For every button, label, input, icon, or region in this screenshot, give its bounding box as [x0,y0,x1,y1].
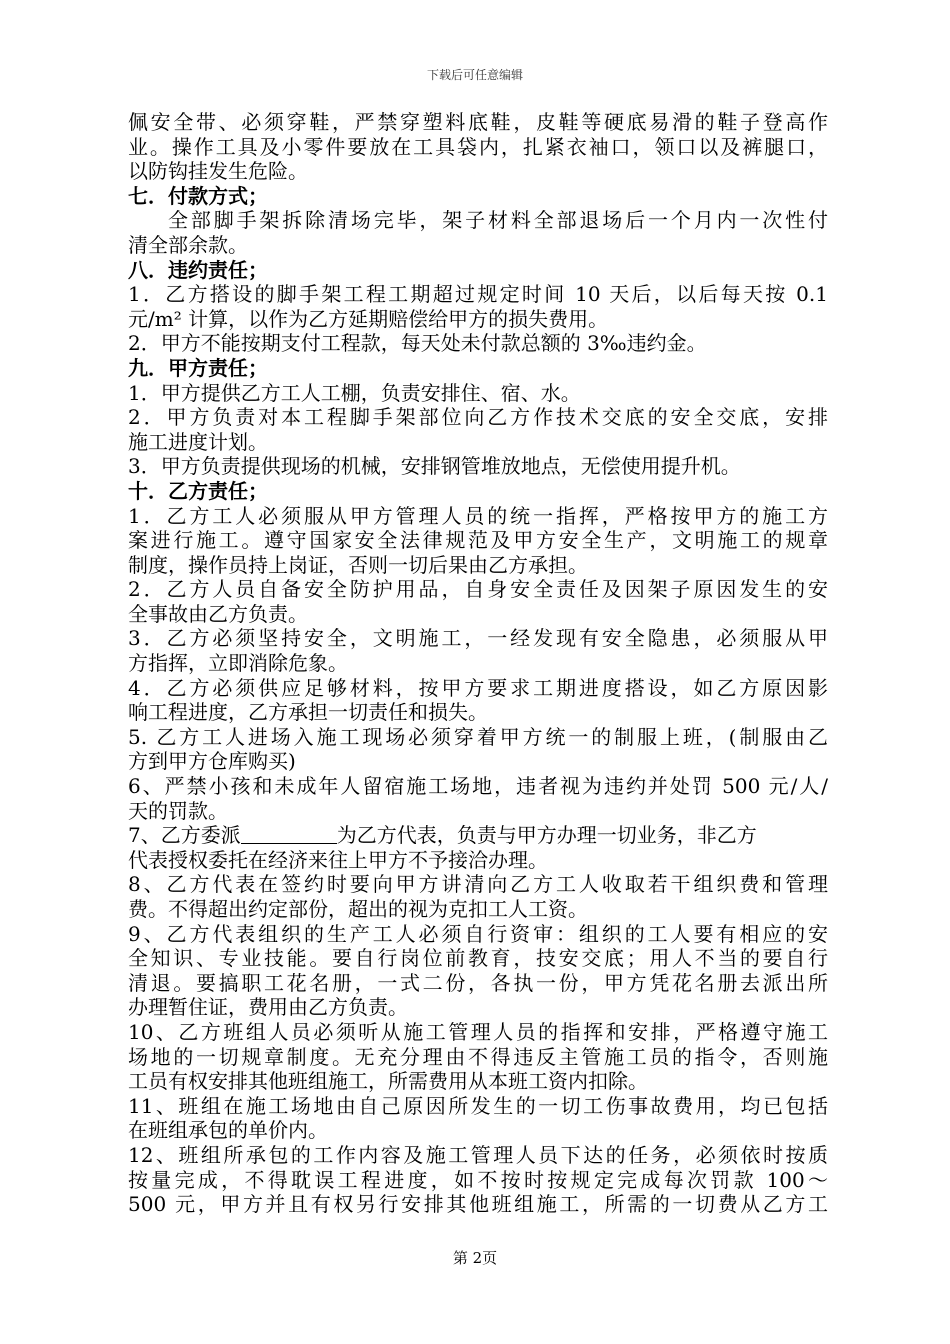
text-line: 10、乙方班组人员必须听从施工管理人员的指挥和安排，严格遵守施工 [128,1019,828,1044]
text-line: 全部脚手架拆除清场完毕，架子材料全部退场后一个月内一次性付 [168,208,828,233]
text-line: 办理暂住证，费用由乙方负责。 [128,995,408,1020]
text-line: 3．乙方必须坚持安全，文明施工，一经发现有安全隐患，必须服从甲 [128,626,828,651]
page-number: 第 2页 [452,1249,498,1267]
text-line: 9、乙方代表组织的生产工人必须自行资审：组织的工人要有相应的安 [128,921,828,946]
text-line: 2．甲方负责对本工程脚手架部位向乙方作技术交底的安全交底，安排 [128,405,828,430]
text-line: 施工进度计划。 [128,429,268,454]
fill-in-blank [241,825,337,844]
text-line: 制度，操作员持上岗证，否则一切后果由乙方承担。 [128,552,588,577]
text-line: 全事故由乙方负责。 [128,601,308,626]
text-line: 方指挥，立即消除危象。 [128,651,348,676]
text-line: 1．甲方提供乙方工人工棚，负责安排住、宿、水。 [128,380,581,405]
text-line: 天的罚款。 [128,798,228,823]
text-line: 4．乙方必须供应足够材料，按甲方要求工期进度搭设，如乙方原因影 [128,675,828,700]
text-line: 元/m² 计算，以作为乙方延期赔偿给甲方的损失费用。 [128,306,609,331]
text-line: 场地的一切规章制度。无充分理由不得违反主管施工员的指令，否则施 [128,1044,828,1069]
text-line: 业。操作工具及小零件要放在工具袋内，扎紧衣袖口，领口以及裤腿口， [128,134,828,159]
text-line: 佩安全带、必须穿鞋，严禁穿塑料底鞋，皮鞋等硬底易滑的鞋子登高作 [128,110,828,134]
text-line: 方到甲方仓库购买) [128,749,296,774]
text-segment: 为乙方代表，负责与甲方办理一切业务，非乙方 [336,823,757,848]
text-line: 1．乙方搭设的脚手架工程工期超过规定时间 10 天后，以后每天按 0.1 [128,282,828,307]
text-line: 2．乙方人员自备安全防护用品，自身安全责任及因架子原因发生的安 [128,577,828,602]
text-line: 响工程进度，乙方承担一切责任和损失。 [128,700,488,725]
text-line: 3．甲方负责提供现场的机械，安排钢管堆放地点，无偿使用提升机。 [128,454,741,479]
section-heading: 七．付款方式； [128,183,268,208]
text-line: 8、乙方代表在签约时要向甲方讲清向乙方工人收取若干组织费和管理 [128,872,828,897]
text-segment: 7、乙方委派 [128,823,241,848]
text-line: 清全部余款。 [128,232,248,257]
page-header: 下载后可任意编辑 [426,68,523,82]
section-heading: 八．违约责任； [128,257,268,282]
text-line: 代表授权委托在经济来往上甲方不予接洽办理。 [128,847,548,872]
text-line: 工员有权安排其他班组施工，所需费用从本班工资内扣除。 [128,1069,648,1094]
text-line: 清退。要搞职工花名册，一式二份，各执一份，甲方凭花名册去派出所 [128,970,828,995]
text-line: 1．乙方工人必须服从甲方管理人员的统一指挥，严格按甲方的施工方 [128,503,828,528]
text-line: 费。不得超出约定部份，超出的视为克扣工人工资。 [128,897,588,921]
document-body [128,110,828,1217]
text-line: 12、班组所承包的工作内容及施工管理人员下达的任务，必须依时按质 [128,1142,828,1167]
text-line: 5. 乙方工人进场入施工现场必须穿着甲方统一的制服上班，(制服由乙 [128,724,828,749]
section-heading: 十．乙方责任； [128,478,268,503]
text-line: 按量完成，不得耽误工程进度，如不按时按规定完成每次罚款 100～ [128,1167,828,1192]
text-line: 2．甲方不能按期支付工程款，每天处未付款总额的 3‰违约金。 [128,331,707,356]
text-line: 案进行施工。遵守国家安全法律规范及甲方安全生产，文明施工的规章 [128,528,828,553]
text-line [128,823,828,848]
text-line: 以防钩挂发生危险。 [128,159,308,184]
section-heading: 九．甲方责任； [128,355,268,380]
text-line: 11、班组在施工场地由自己原因所发生的一切工伤事故费用，均已包括 [128,1093,828,1118]
text-line: 全知识、专业技能。要自行岗位前教育，技安交底；用人不当的要自行 [128,946,828,971]
text-line: 500 元，甲方并且有权另行安排其他班组施工，所需的一切费从乙方工 [128,1192,828,1217]
text-line: 6、严禁小孩和未成年人留宿施工场地，违者视为违约并处罚 500 元/人/ [128,774,828,799]
text-line: 在班组承包的单价内。 [128,1118,328,1143]
